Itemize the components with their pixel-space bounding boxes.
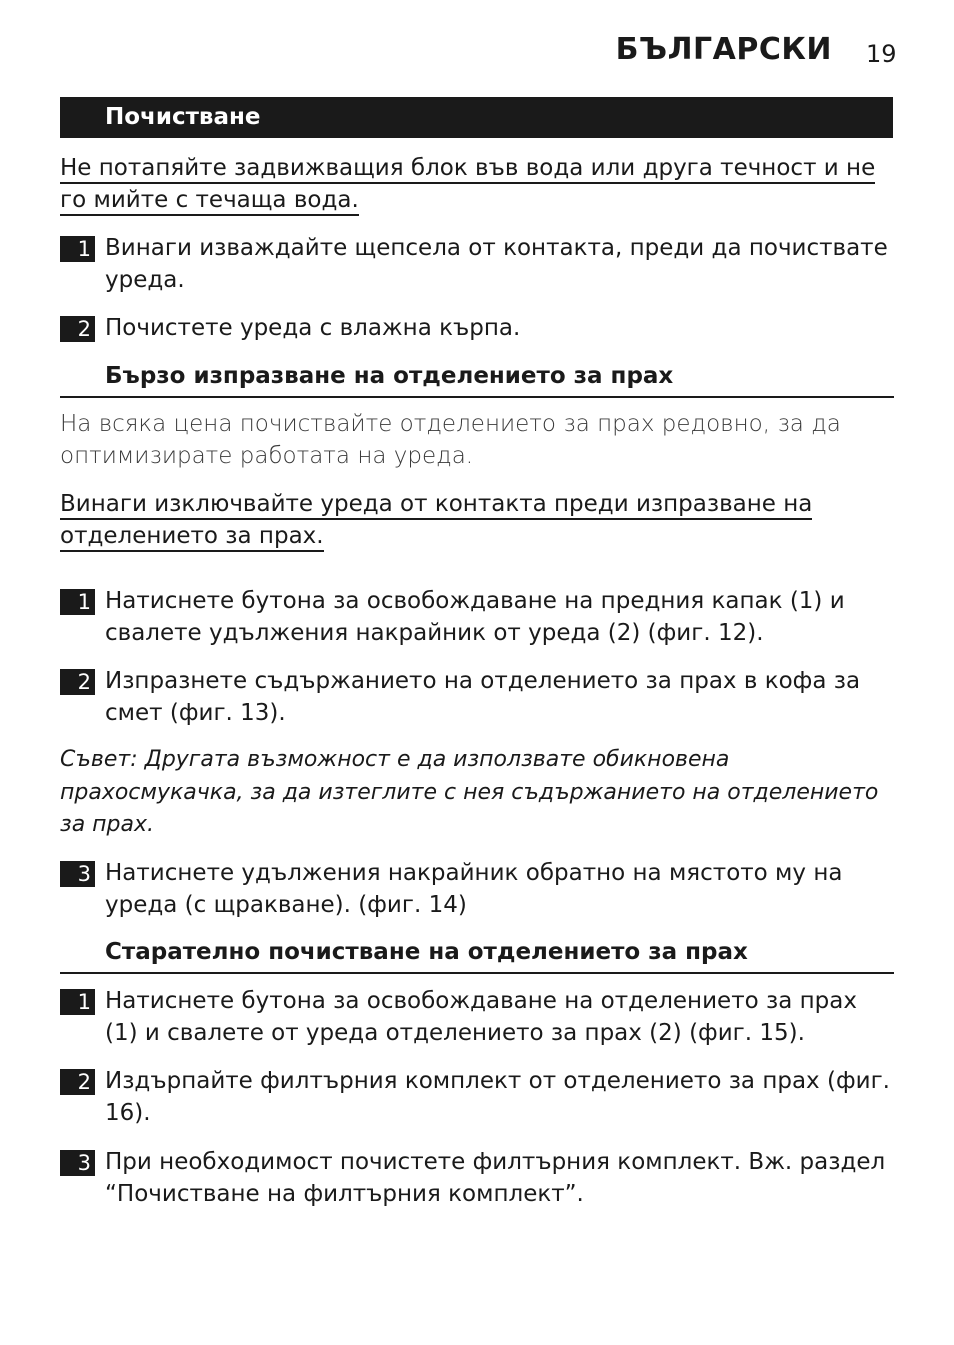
warning-immersion-text: Не потапяйте задвижващия блок във вода или друга течност и не го мийте с течаща вода. [60,155,875,216]
step-text: Издърпайте филтърния комплект от отделението за прах (фиг. 16). [105,1068,890,1126]
subheading-thorough-clean [60,936,894,974]
step-number: 2 [60,316,95,342]
step-number: 1 [60,589,95,615]
subheading-thorough-clean-title: Старателно почистване на отделението за прах [105,939,748,965]
step-number: 3 [60,861,95,887]
subheading-quick-empty [60,360,894,398]
language-header: БЪЛГАРСКИ [615,32,832,67]
tip-text: Съвет: Другата възможност е да използвате обикновена прахосмукачка, за да изтеглите с нея съдържанието на отделението за прах. [60,747,879,837]
section-title-bar [60,97,893,138]
section-title: Почистване [105,104,261,130]
step-number: 1 [60,236,95,262]
step-number: 3 [60,1150,95,1176]
step-text: Натиснете удължения накрайник обратно на мястото му на уреда (с щракване). (фиг. 14) [105,860,843,918]
subheading-quick-empty-title: Бързо изпразване на отделението за прах [105,363,674,389]
step-text: Изпразнете съдържанието на отделението за прах в кофа за смет (фиг. 13). [105,668,861,726]
warning-immersion [60,152,890,216]
step-number: 2 [60,669,95,695]
step-text: Натиснете бутона за освобождаване на отделението за прах (1) и свалете от уреда отделението за прах (2) (фиг. 15). [105,988,857,1046]
warning-unplug-text: Винаги изключвайте уреда от контакта преди изпразване на отделението за прах. [60,491,812,552]
page-number: 19 [866,40,897,68]
step-text: Винаги изваждайте щепсела от контакта, преди да почиствате уреда. [105,235,888,293]
step-text: Почистете уреда с влажна кърпа. [105,315,521,341]
quick-empty-intro: На всяка цена почиствайте отделението за прах редовно, за да оптимизирате работата на уреда. [60,411,841,469]
step-text: Натиснете бутона за освобождаване на предния капак (1) и свалете удължения накрайник от уреда (2) (фиг. 12). [105,588,845,646]
step-number: 2 [60,1069,95,1095]
step-text: При необходимост почистете филтърния комплект. Вж. раздел “Почистване на филтърния комплект”. [105,1149,886,1207]
step-number: 1 [60,989,95,1015]
warning-unplug [60,488,890,552]
